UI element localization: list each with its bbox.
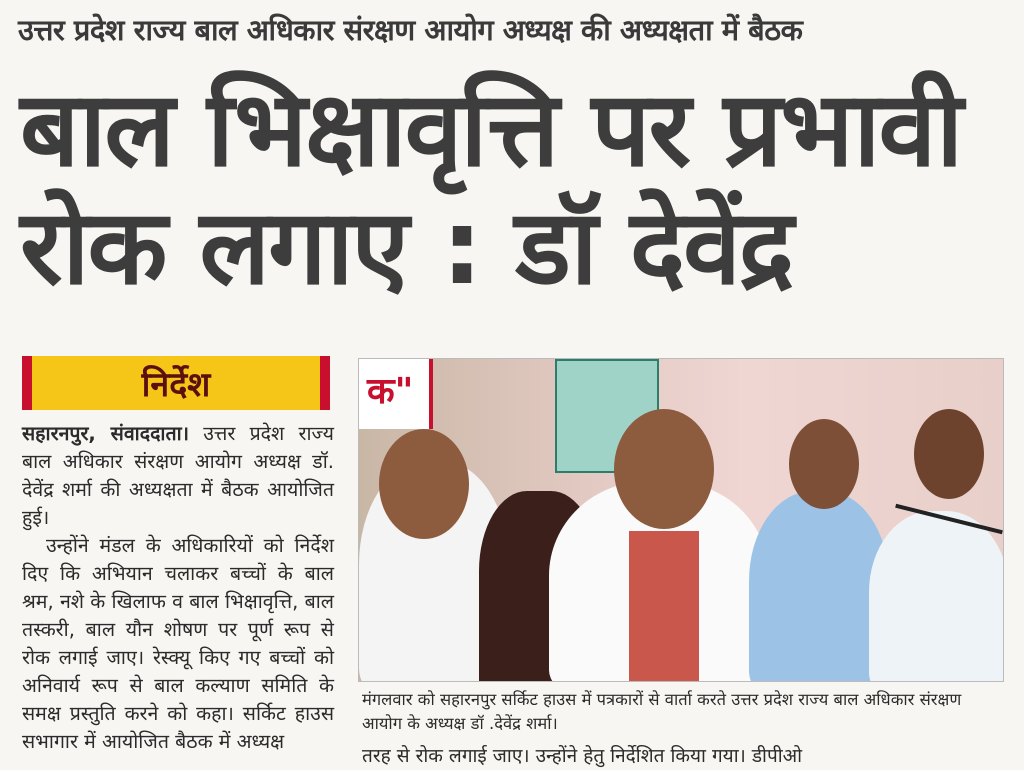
person-4 [869,511,1004,682]
person-1-head [379,429,469,539]
photo-wall-banner [359,359,433,429]
headline-line-1: बाल भिक्षावृत्ति पर प्रभावी [20,68,962,190]
article-continuation: तरह से रोक लगाई जाए। उन्होंने हेतु निर्देशित किया गया। डीपीओ [362,745,803,767]
kicker-headline: उत्तर प्रदेश राज्य बाल अधिकार संरक्षण आयोग अध्यक्ष की अध्यक्षता में बैठक [18,13,803,47]
news-photo [358,358,1004,682]
person-3 [749,491,889,682]
photo-caption: मंगलवार को सहारनपुर सर्किट हाउस में पत्रकारों से वार्ता करते उत्तर प्रदेश राज्य बाल अधिकार संरक्षण आयोग के अध्यक्ष डॉ .देवेंद्र शर्मा। [362,690,962,733]
article-body [22,420,334,756]
section-banner [22,356,330,410]
person-2-head [614,409,714,529]
person-2-scarf [629,531,699,681]
article-paragraph-1-text: उत्तर प्रदेश राज्य बाल अधिकार संरक्षण आयोग अध्यक्ष डॉ. देवेंद्र शर्मा की अध्यक्षता में बैठक आयोजित हुई। [22,422,334,529]
person-4-head [914,409,984,499]
person-3-head [789,419,859,509]
section-banner-label: निर्देश [141,365,211,405]
photo-banner-text: क" [367,371,414,412]
main-headline [20,70,1010,306]
dateline: सहारनपुर, संवाददाता। [22,422,190,445]
article-paragraph-1 [22,420,334,532]
article-paragraph-2: उन्होंने मंडल के अधिकारियों को निर्देश दिए कि अभियान चलाकर बच्चों के बाल श्रम, नशे के खिलाफ व बाल भिक्षावृत्ति, बाल तस्करी, बाल यौन शोषण पर पूर्ण रूप से रोक लगाई जाए। रेस्क्यू किए गए बच्चों को अनिवार्य रूप से बाल कल्याण समिति के समक्ष प्रस्तुति करने को कहा। सर्किट हाउस सभागार में आयोजित बैठक में अध्यक्ष [22,534,334,753]
headline-line-2: रोक लगाए : डॉ देवेंद्र [20,186,793,308]
